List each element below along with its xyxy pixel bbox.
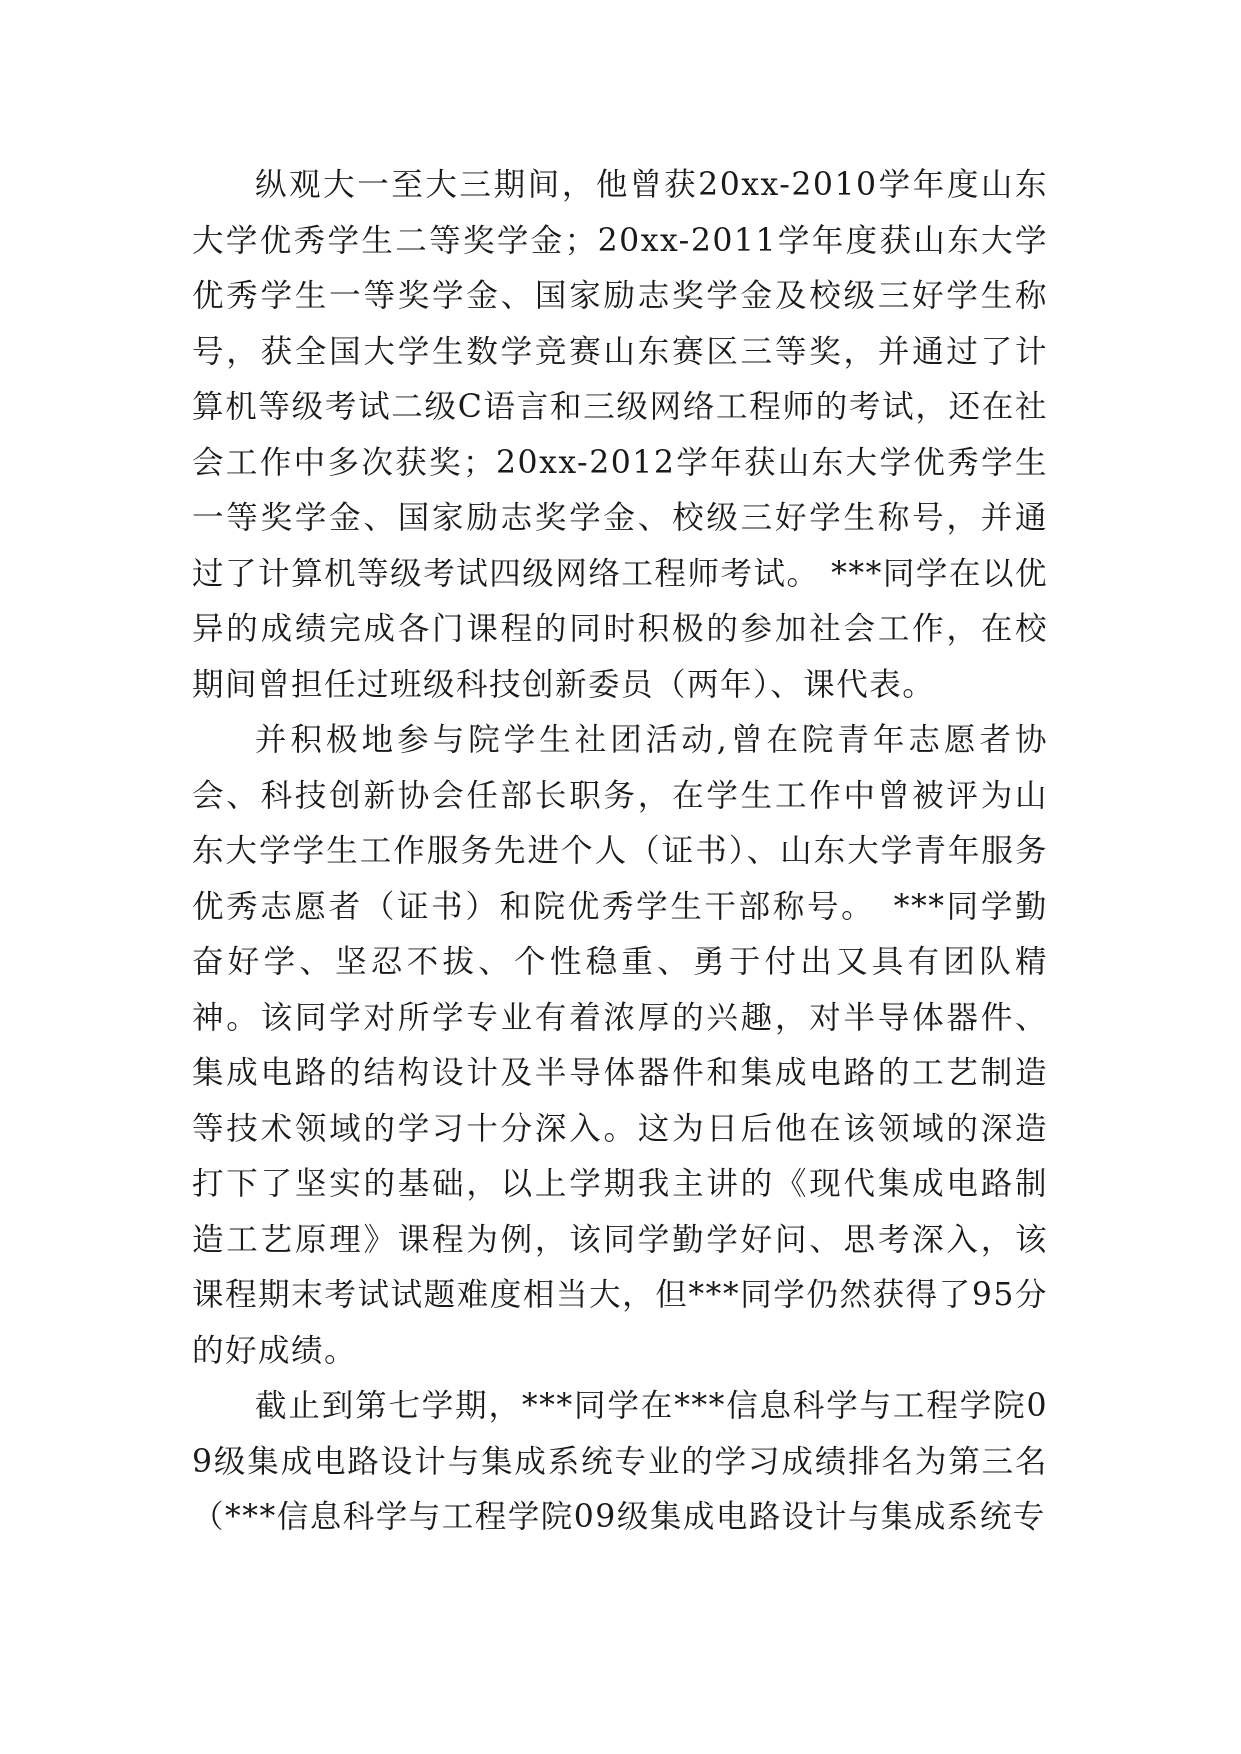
document-body [192,158,1048,1546]
paragraph-activities: 并积极地参与院学生社团活动,曾在院青年志愿者协会、科技创新协会任部长职务，在学生工作中曾被评为山东大学学生工作服务先进个人（证书）、山东大学青年服务优秀志愿者（证书）和院优秀学生干部称号。 ***同学勤奋好学、坚忍不拔、个性稳重、勇于付出又具有团队精神。该同学对所学专业有着浓厚的兴趣，对半导体器件、集成电路的结构设计及半导体器件和集成电路的工艺制造等技术领域的学习十分深入。这为日后他在该领域的深造打下了坚实的基础，以上学期我主讲的《现代集成电路制造工艺原理》课程为例，该同学勤学好问、思考深入，该课程期末考试试题难度相当大，但***同学仍然获得了95分的好成绩。 [192,722,1048,1369]
paragraph-awards: 纵观大一至大三期间，他曾获20xx-2010学年度山东大学优秀学生二等奖学金；20xx-2011学年度获山东大学优秀学生一等奖学金、国家励志奖学金及校级三好学生称号，获全国大学生数学竞赛山东赛区三等奖，并通过了计算机等级考试二级C语言和三级网络工程师的考试，还在社会工作中多次获奖；20xx-2012学年获山东大学优秀学生一等奖学金、国家励志奖学金、校级三好学生称号，并通过了计算机等级考试四级网络工程师考试。 ***同学在以优异的成绩完成各门课程的同时积极的参加社会工作，在校期间曾担任过班级科技创新委员（两年）、课代表。 [192,167,1048,703]
paragraph-ranking: 截止到第七学期，***同学在***信息科学与工程学院09级集成电路设计与集成系统专业的学习成绩排名为第三名（***信息科学与工程学院09级集成电路设计与集成系统专 [192,1388,1048,1535]
